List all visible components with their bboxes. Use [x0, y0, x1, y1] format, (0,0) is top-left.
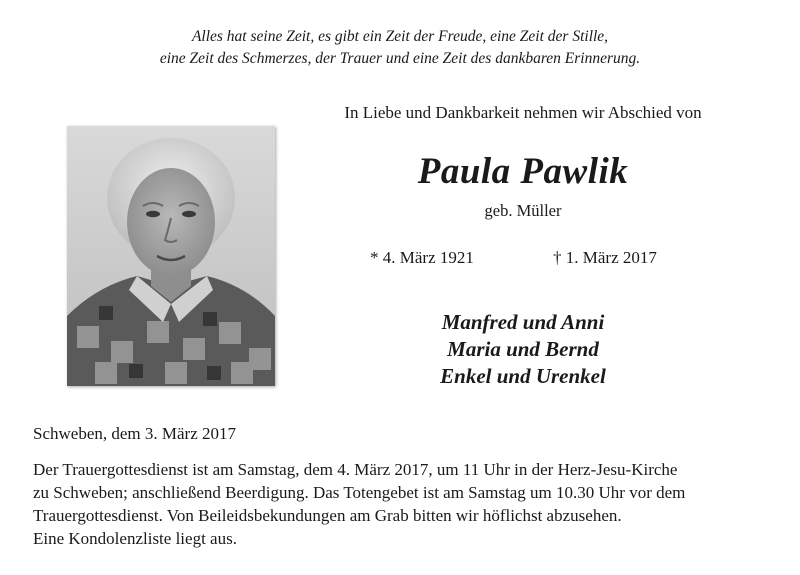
deceased-name: Paula Pawlik [417, 151, 629, 192]
intro-text: In Liebe und Dankbarkeit nehmen wir Abschied von [344, 103, 702, 122]
mourner-line: Enkel und Urenkel [440, 364, 606, 388]
motto [0, 26, 800, 70]
motto-line-1: Alles hat seine Zeit, es gibt ein Zeit der Freude, eine Zeit der Stille, [191, 28, 609, 45]
mourner-line: Maria und Bernd [447, 337, 599, 361]
death-date: † 1. März 2017 [553, 248, 657, 267]
birth-date: * 4. März 1921 [370, 248, 474, 267]
maiden-name: geb. Müller [484, 201, 562, 220]
service-notice-line: Eine Kondolenzliste liegt aus. [33, 529, 237, 548]
mourner-line: Manfred und Anni [441, 310, 605, 334]
place-and-date: Schweben, dem 3. März 2017 [33, 424, 237, 443]
portrait-photo [67, 126, 275, 386]
service-notice [33, 458, 773, 550]
service-notice-line: Der Trauergottesdienst ist am Samstag, dem 4. März 2017, um 11 Uhr in der Herz-Jesu-Kirche [33, 460, 678, 479]
service-notice-line: zu Schweben; anschließend Beerdigung. Das Totengebet ist am Samstag um 10.30 Uhr vor dem [33, 483, 686, 502]
motto-line-2: eine Zeit des Schmerzes, der Trauer und eine Zeit des dankbaren Erinnerung. [159, 50, 641, 67]
mourners-list [300, 309, 746, 390]
portrait-icon [67, 126, 275, 386]
service-notice-line: Trauergottesdienst. Von Beileidsbekundungen am Grab bitten wir höflichst abzusehen. [33, 506, 622, 525]
